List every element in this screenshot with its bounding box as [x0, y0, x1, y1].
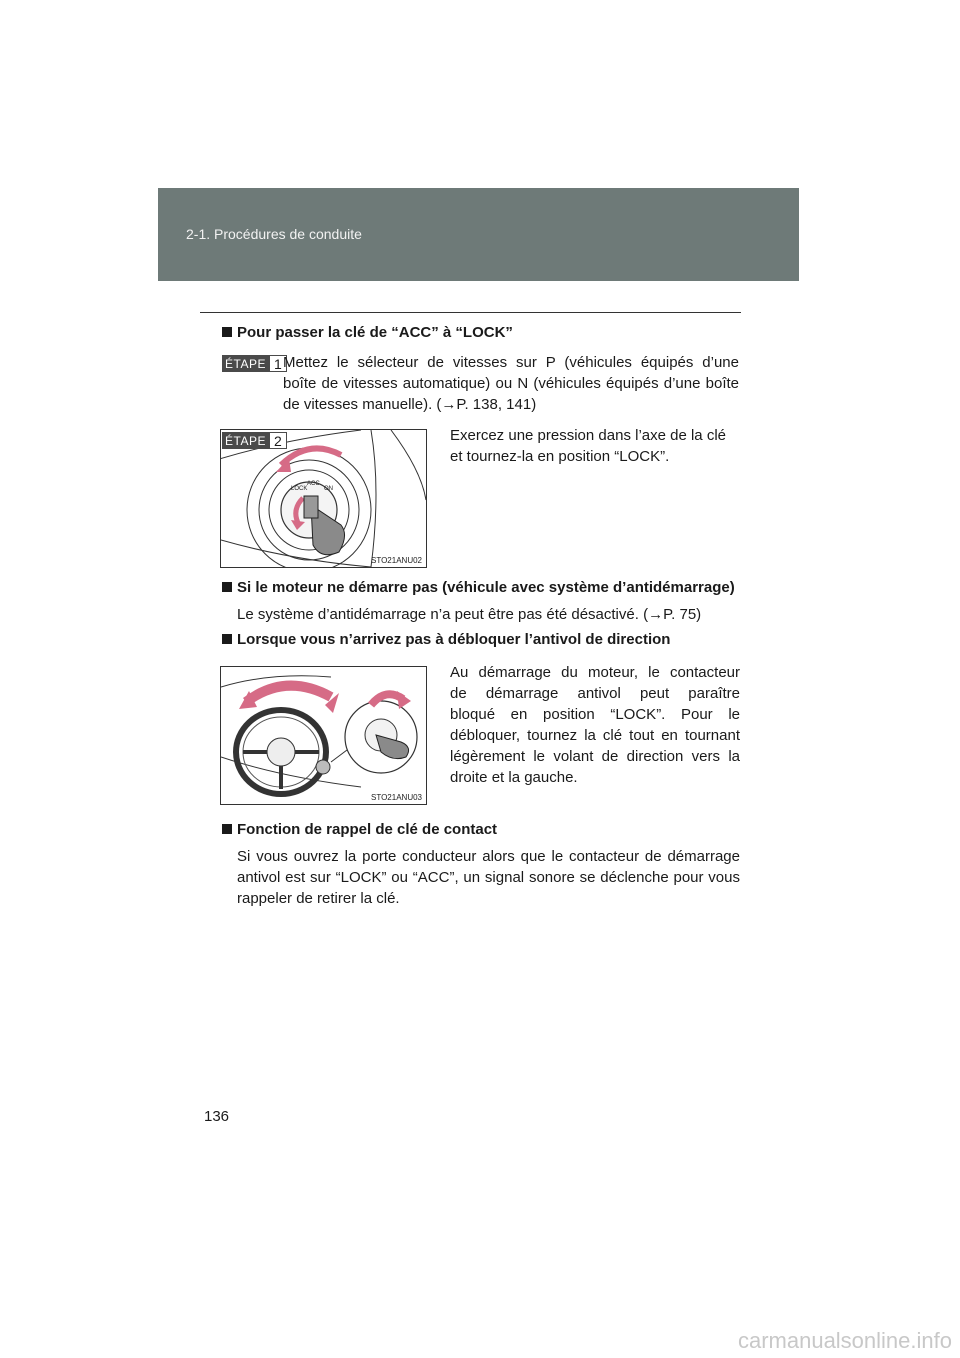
step-2-badge — [222, 432, 287, 449]
text-line: bloqué en position “LOCK”. Pour le — [450, 706, 740, 723]
step-number: 2 — [269, 432, 287, 449]
section-title: 2-1. Procédures de conduite — [186, 226, 362, 242]
text-line: de vitesses manuelle). (→P. 138, 141) — [283, 396, 537, 413]
square-bullet-icon — [222, 327, 232, 337]
step-label: ÉTAPE — [222, 355, 269, 372]
heading-text: Si le moteur ne démarre pas (véhicule avec système d’antidémarrage) — [237, 579, 735, 596]
lock-label: LOCK — [291, 486, 308, 492]
square-bullet-icon — [222, 582, 232, 592]
acc-label: ACC — [307, 481, 320, 487]
divider — [200, 312, 741, 313]
heading-engine-not-starting — [222, 579, 735, 596]
text-line: et tournez-la en position “LOCK”. — [450, 448, 670, 465]
ignition-illustration — [221, 430, 426, 567]
heading-text: Pour passer la clé de “ACC” à “LOCK” — [237, 324, 513, 341]
step-1-badge — [222, 355, 287, 372]
text-line: boîte de vitesses automatique) ou N (véhicules équipés d’une boîte — [283, 375, 739, 392]
square-bullet-icon — [222, 824, 232, 834]
text-line: Mettez le sélecteur de vitesses sur P (véhicules équipés d’une — [283, 354, 739, 371]
heading-key-reminder — [222, 821, 497, 838]
watermark: carmanualsonline.info — [737, 1328, 952, 1353]
ignition-key-figure — [220, 429, 427, 568]
text-line: Exercez une pression dans l’axe de la clé — [450, 427, 726, 444]
heading-steering-lock — [222, 631, 670, 648]
key-reminder-text — [237, 846, 740, 909]
text-line: antivol est sur “LOCK” ou “ACC”, un signal sonore se déclenche pour vous — [237, 869, 740, 886]
heading-text: Fonction de rappel de clé de contact — [237, 821, 498, 838]
text-line: débloquer, tournez la clé tout en tournant — [450, 727, 740, 744]
on-label: ON — [324, 486, 333, 492]
step-number: 1 — [269, 355, 287, 372]
text-line: Si vous ouvrez la porte conducteur alors que le contacteur de démarrage — [237, 848, 740, 865]
steering-illustration — [221, 667, 426, 804]
text-line: légèrement le volant de direction vers la — [450, 748, 740, 765]
heading-acc-lock — [222, 324, 513, 341]
steering-lock-text — [450, 662, 740, 788]
figure-code: STO21ANU03 — [371, 793, 422, 802]
step-2-text — [450, 425, 740, 467]
step-label: ÉTAPE — [222, 432, 269, 449]
text-line: rappeler de retirer la clé. — [237, 890, 400, 907]
text-line: droite et la gauche. — [450, 769, 578, 786]
header-band — [158, 188, 799, 281]
square-bullet-icon — [222, 634, 232, 644]
page-number: 136 — [204, 1108, 230, 1125]
immobilizer-note: Le système d’antidémarrage n’a peut être pas été désactivé. (→P. 75) — [237, 606, 702, 623]
step-1-text — [283, 352, 739, 415]
text-line: Au démarrage du moteur, le contacteur — [450, 664, 740, 681]
steering-wheel-figure — [220, 666, 427, 805]
text-line: de démarrage antivol peut paraître — [450, 685, 740, 702]
figure-code: STO21ANU02 — [371, 556, 422, 565]
heading-text: Lorsque vous n’arrivez pas à débloquer l’antivol de direction — [237, 631, 671, 648]
